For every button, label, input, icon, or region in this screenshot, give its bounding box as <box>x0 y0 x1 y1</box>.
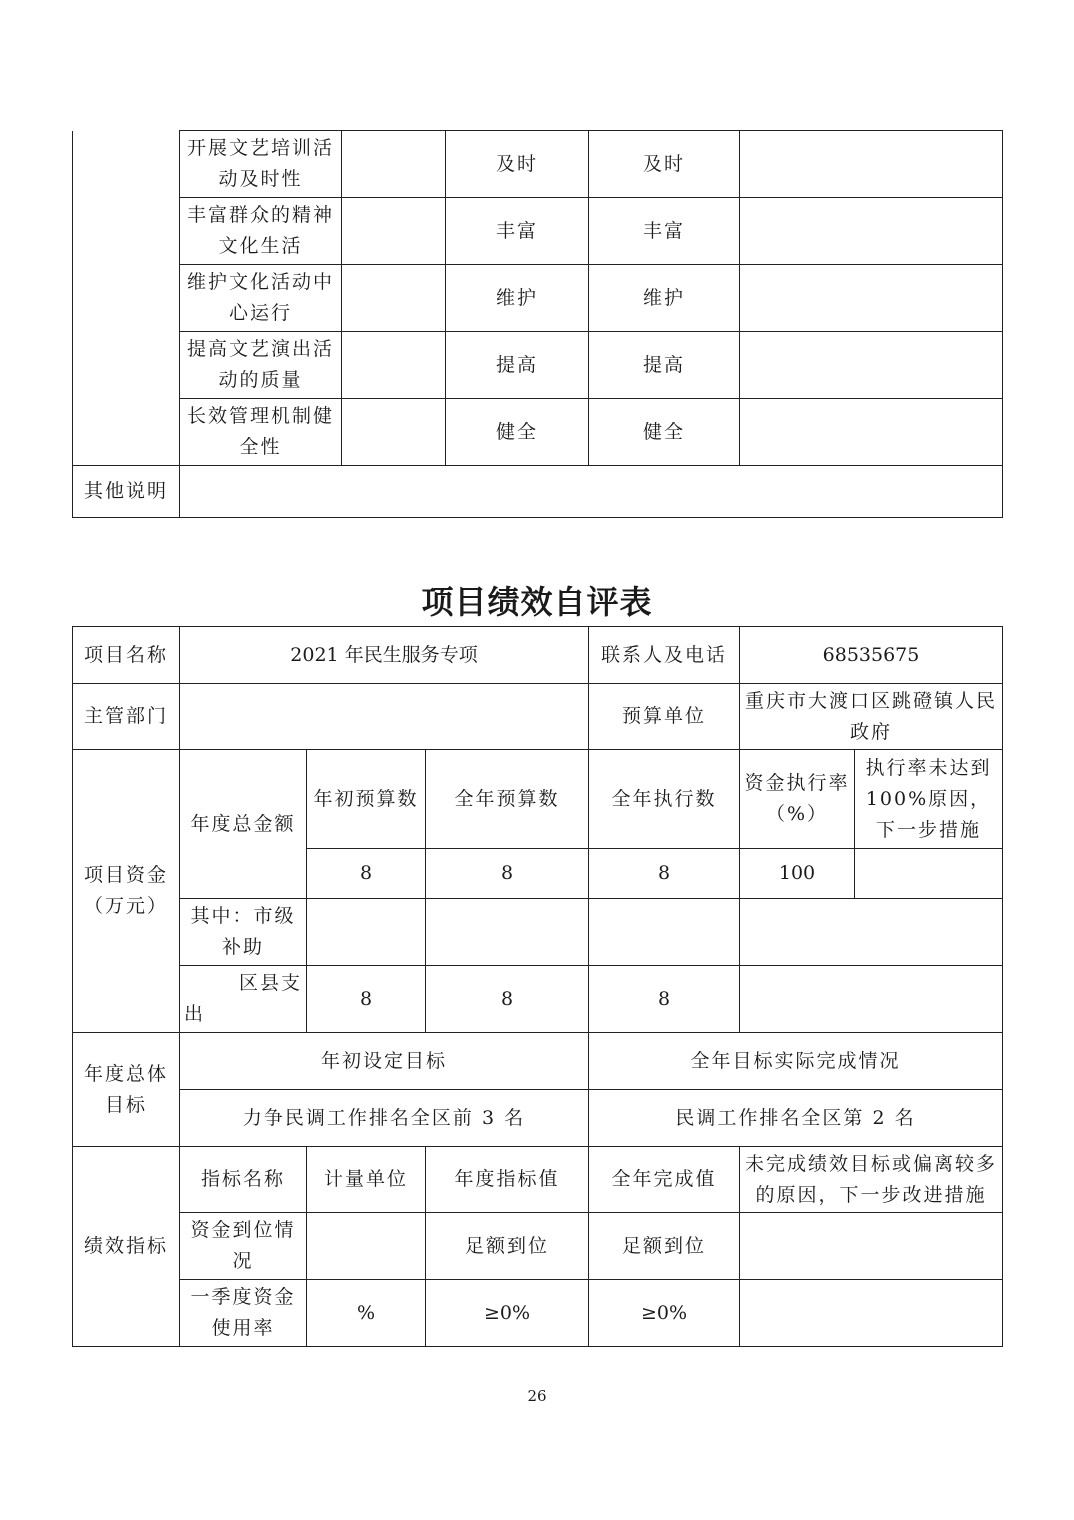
actual-value: 及时 <box>589 131 740 198</box>
col-execution-rate: 资金执行率（%） <box>740 750 855 849</box>
col-shortfall-reason: 执行率未达到100%原因，下一步措施 <box>855 750 1003 849</box>
table-row <box>73 750 1003 849</box>
table-row <box>73 198 1003 265</box>
goals-section-label: 年度总体目标 <box>73 1033 180 1147</box>
table-row <box>73 1090 1003 1147</box>
total-shortfall-reason <box>855 849 1003 899</box>
district-full-budget: 8 <box>426 966 589 1033</box>
col-annual-target: 年度指标值 <box>426 1147 589 1213</box>
unit-cell <box>342 265 446 332</box>
indicator-unit: % <box>307 1280 426 1347</box>
target-value: 提高 <box>446 332 589 399</box>
district-label-line-1: 区县支 <box>238 972 302 994</box>
target-value: 健全 <box>446 399 589 466</box>
table-row <box>73 466 1003 518</box>
actual-value: 维护 <box>589 265 740 332</box>
indicator-name: 一季度资金使用率 <box>180 1280 307 1347</box>
unit-cell <box>342 131 446 198</box>
reason-cell <box>740 332 1003 399</box>
indicator-target: ≥0% <box>426 1280 589 1347</box>
table-row <box>73 684 1003 750</box>
actual-value: 提高 <box>589 332 740 399</box>
indicator-target: 足额到位 <box>426 1213 589 1280</box>
table-row <box>73 1213 1003 1280</box>
reason-cell <box>740 131 1003 198</box>
total-execution-rate: 100 <box>740 849 855 899</box>
total-executed: 8 <box>589 849 740 899</box>
indicator-name: 维护文化活动中心运行 <box>180 265 342 332</box>
indicator-actual: 足额到位 <box>589 1213 740 1280</box>
set-goal-value: 力争民调工作排名全区前 3 名 <box>180 1090 589 1147</box>
other-notes-value <box>180 466 1003 518</box>
blank-section-cell <box>73 131 180 466</box>
table-row <box>73 1147 1003 1213</box>
actual-value: 丰富 <box>589 198 740 265</box>
city-executed <box>589 899 740 966</box>
col-executed: 全年执行数 <box>589 750 740 849</box>
col-actual-goal: 全年目标实际完成情况 <box>589 1033 1003 1090</box>
col-deviation-reason: 未完成绩效目标或偏离较多的原因，下一步改进措施 <box>740 1147 1003 1213</box>
table-row <box>73 265 1003 332</box>
indicators-section-label: 绩效指标 <box>73 1147 180 1347</box>
reason-cell <box>740 198 1003 265</box>
district-rest <box>740 966 1003 1033</box>
indicator-continuation-table <box>72 130 1003 518</box>
total-initial-budget: 8 <box>307 849 426 899</box>
col-unit: 计量单位 <box>307 1147 426 1213</box>
contact-label: 联系人及电话 <box>589 627 740 684</box>
contact-value: 68535675 <box>740 627 1003 684</box>
unit-cell <box>342 332 446 399</box>
funds-section-label: 项目资金（万元） <box>73 750 180 1033</box>
indicator-reason <box>740 1280 1003 1347</box>
indicator-name: 丰富群众的精神文化生活 <box>180 198 342 265</box>
unit-cell <box>342 198 446 265</box>
city-initial-budget <box>307 899 426 966</box>
table-row <box>73 399 1003 466</box>
actual-goal-value: 民调工作排名全区第 2 名 <box>589 1090 1003 1147</box>
district-initial-budget: 8 <box>307 966 426 1033</box>
total-full-budget: 8 <box>426 849 589 899</box>
district-label-line-2: 出 <box>184 1003 206 1025</box>
target-value: 及时 <box>446 131 589 198</box>
reason-cell <box>740 265 1003 332</box>
department-value <box>180 684 589 750</box>
indicator-name: 资金到位情况 <box>180 1213 307 1280</box>
table-row <box>73 627 1003 684</box>
indicator-reason <box>740 1213 1003 1280</box>
col-set-goal: 年初设定目标 <box>180 1033 589 1090</box>
annual-total-label: 年度总金额 <box>180 750 307 899</box>
col-indicator-name: 指标名称 <box>180 1147 307 1213</box>
indicator-name: 长效管理机制健全性 <box>180 399 342 466</box>
table-row <box>73 332 1003 399</box>
table-row <box>73 131 1003 198</box>
district-expenditure-label-cell <box>180 966 307 1033</box>
table-row <box>73 1033 1003 1090</box>
unit-cell <box>342 399 446 466</box>
city-full-budget <box>426 899 589 966</box>
reason-cell <box>740 399 1003 466</box>
indicator-name: 开展文艺培训活动及时性 <box>180 131 342 198</box>
city-rest <box>740 899 1003 966</box>
col-annual-actual: 全年完成值 <box>589 1147 740 1213</box>
budget-unit-value: 重庆市大渡口区跳磴镇人民政府 <box>740 684 1003 750</box>
table-row <box>73 899 1003 966</box>
district-executed: 8 <box>589 966 740 1033</box>
department-label: 主管部门 <box>73 684 180 750</box>
col-initial-budget: 年初预算数 <box>307 750 426 849</box>
performance-self-evaluation-table <box>72 626 1003 1347</box>
page-number: 26 <box>527 1387 547 1405</box>
col-full-budget: 全年预算数 <box>426 750 589 849</box>
budget-unit-label: 预算单位 <box>589 684 740 750</box>
other-notes-label: 其他说明 <box>73 466 180 518</box>
city-subsidy-label: 其中：市级补助 <box>180 899 307 966</box>
target-value: 丰富 <box>446 198 589 265</box>
page-title: 项目绩效自评表 <box>421 583 653 621</box>
table-row <box>73 966 1003 1033</box>
indicator-name: 提高文艺演出活动的质量 <box>180 332 342 399</box>
table-row <box>73 1280 1003 1347</box>
indicator-unit <box>307 1213 426 1280</box>
project-name-label: 项目名称 <box>73 627 180 684</box>
project-name-value: 2021 年民生服务专项 <box>180 627 589 684</box>
target-value: 维护 <box>446 265 589 332</box>
indicator-actual: ≥0% <box>589 1280 740 1347</box>
actual-value: 健全 <box>589 399 740 466</box>
